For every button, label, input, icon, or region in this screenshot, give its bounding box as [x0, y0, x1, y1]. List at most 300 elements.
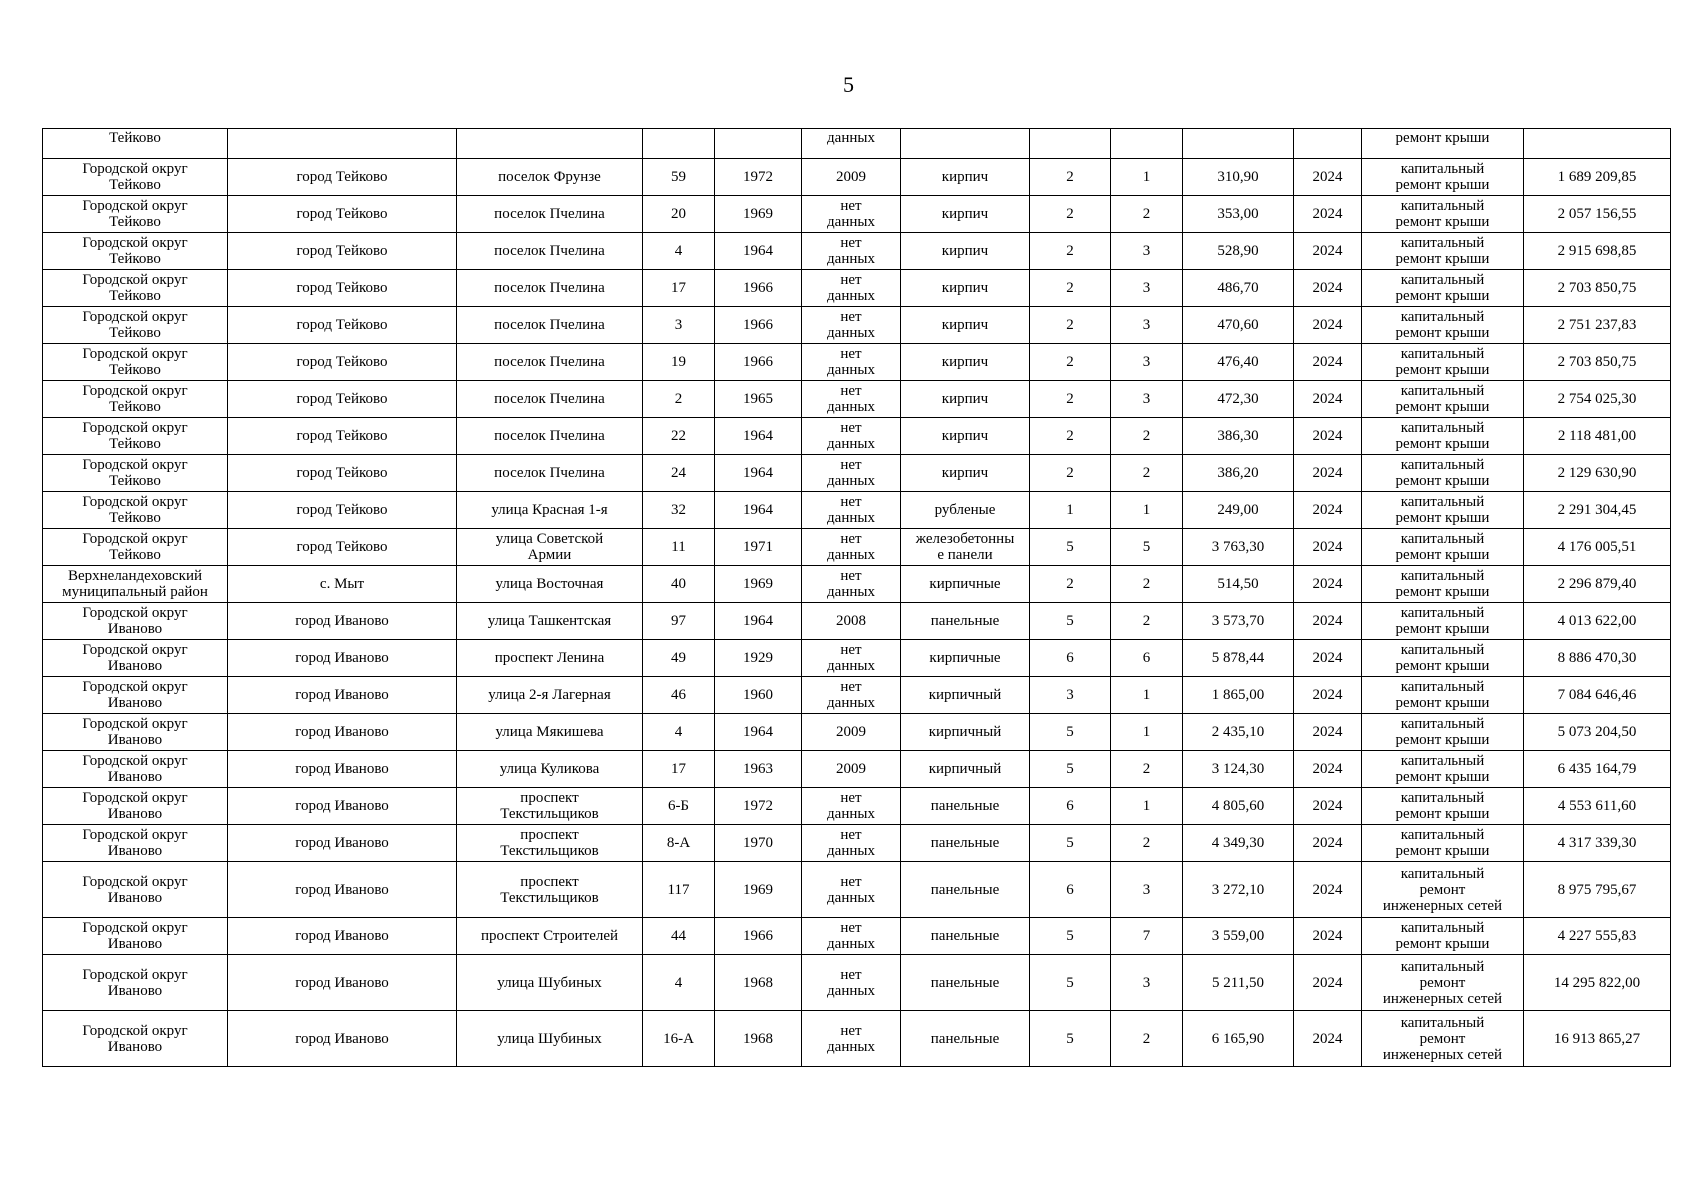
cell-area: 3 573,70	[1183, 603, 1294, 640]
cell-planned-year: 2024	[1294, 492, 1362, 529]
cell-cost: 2 296 879,40	[1524, 566, 1671, 603]
cell-entrances	[1111, 129, 1183, 159]
cell-planned-year: 2024	[1294, 233, 1362, 270]
cell-settlement: город Иваново	[228, 862, 457, 918]
table-row	[43, 270, 1671, 307]
cell-planned-year: 2024	[1294, 196, 1362, 233]
cell-house-number: 4	[643, 955, 715, 1011]
cell-municipality: Городской округ Иваново	[43, 825, 228, 862]
cell-repair-type: капитальный ремонт инженерных сетей	[1362, 862, 1524, 918]
cell-year-built: 1968	[715, 955, 802, 1011]
cell-wall-material: панельные	[901, 825, 1030, 862]
cell-year-built: 1965	[715, 381, 802, 418]
cell-year-built: 1972	[715, 159, 802, 196]
cell-year-built: 1966	[715, 918, 802, 955]
cell-planned-year: 2024	[1294, 381, 1362, 418]
table-row	[43, 233, 1671, 270]
cell-wall-material: панельные	[901, 862, 1030, 918]
cell-last-repair-year: нет данных	[802, 492, 901, 529]
cell-municipality: Городской округ Тейково	[43, 159, 228, 196]
table-row-continuation	[43, 129, 1671, 159]
cell-cost: 2 118 481,00	[1524, 418, 1671, 455]
cell-area: 2 435,10	[1183, 714, 1294, 751]
cell-floors: 6	[1030, 788, 1111, 825]
cell-settlement: город Иваново	[228, 825, 457, 862]
cell-planned-year: 2024	[1294, 788, 1362, 825]
cell-cost: 2 703 850,75	[1524, 270, 1671, 307]
cell-house-number: 2	[643, 381, 715, 418]
cell-street: поселок Фрунзе	[457, 159, 643, 196]
table-row	[43, 566, 1671, 603]
cell-cost: 1 689 209,85	[1524, 159, 1671, 196]
cell-cost: 4 227 555,83	[1524, 918, 1671, 955]
cell-repair-type: капитальный ремонт крыши	[1362, 270, 1524, 307]
cell-repair-type: капитальный ремонт крыши	[1362, 529, 1524, 566]
table-row	[43, 677, 1671, 714]
cell-cost	[1524, 129, 1671, 159]
cell-municipality: Городской округ Иваново	[43, 862, 228, 918]
cell-wall-material: кирпич	[901, 196, 1030, 233]
cell-entrances: 2	[1111, 418, 1183, 455]
cell-year-built: 1972	[715, 788, 802, 825]
cell-floors: 5	[1030, 955, 1111, 1011]
cell-repair-type: капитальный ремонт крыши	[1362, 603, 1524, 640]
cell-area: 386,30	[1183, 418, 1294, 455]
cell-planned-year: 2024	[1294, 918, 1362, 955]
cell-year-built: 1964	[715, 455, 802, 492]
cell-municipality: Городской округ Иваново	[43, 955, 228, 1011]
cell-planned-year: 2024	[1294, 640, 1362, 677]
cell-area: 310,90	[1183, 159, 1294, 196]
cell-floors: 2	[1030, 270, 1111, 307]
cell-municipality: Городской округ Тейково	[43, 455, 228, 492]
cell-last-repair-year: 2009	[802, 714, 901, 751]
page-number: 5	[843, 72, 854, 97]
cell-entrances: 3	[1111, 862, 1183, 918]
cell-last-repair-year: нет данных	[802, 955, 901, 1011]
cell-year-built	[715, 129, 802, 159]
cell-municipality: Городской округ Иваново	[43, 918, 228, 955]
cell-cost: 2 754 025,30	[1524, 381, 1671, 418]
cell-wall-material: железобетонны е панели	[901, 529, 1030, 566]
cell-area: 386,20	[1183, 455, 1294, 492]
cell-settlement: город Тейково	[228, 233, 457, 270]
cell-year-built: 1968	[715, 1011, 802, 1067]
cell-planned-year: 2024	[1294, 677, 1362, 714]
cell-repair-type: капитальный ремонт крыши	[1362, 344, 1524, 381]
cell-house-number: 32	[643, 492, 715, 529]
cell-repair-type: капитальный ремонт крыши	[1362, 677, 1524, 714]
cell-wall-material: кирпич	[901, 381, 1030, 418]
cell-municipality: Тейково	[43, 129, 228, 159]
table-row	[43, 640, 1671, 677]
cell-cost: 2 751 237,83	[1524, 307, 1671, 344]
cell-area: 5 211,50	[1183, 955, 1294, 1011]
cell-planned-year: 2024	[1294, 955, 1362, 1011]
cell-wall-material: кирпич	[901, 159, 1030, 196]
cell-area: 3 763,30	[1183, 529, 1294, 566]
cell-entrances: 1	[1111, 159, 1183, 196]
cell-municipality: Городской округ Тейково	[43, 233, 228, 270]
cell-settlement	[228, 129, 457, 159]
cell-year-built: 1929	[715, 640, 802, 677]
table-row	[43, 825, 1671, 862]
cell-entrances: 3	[1111, 955, 1183, 1011]
cell-house-number: 19	[643, 344, 715, 381]
cell-year-built: 1964	[715, 714, 802, 751]
cell-last-repair-year: 2009	[802, 159, 901, 196]
cell-settlement: город Тейково	[228, 196, 457, 233]
cell-floors: 5	[1030, 1011, 1111, 1067]
cell-street: улица Куликова	[457, 751, 643, 788]
cell-year-built: 1969	[715, 566, 802, 603]
cell-house-number: 49	[643, 640, 715, 677]
cell-street: проспект Текстильщиков	[457, 825, 643, 862]
cell-floors: 2	[1030, 344, 1111, 381]
cell-house-number: 24	[643, 455, 715, 492]
cell-planned-year	[1294, 129, 1362, 159]
cell-year-built: 1971	[715, 529, 802, 566]
cell-wall-material: рубленые	[901, 492, 1030, 529]
cell-wall-material: кирпич	[901, 418, 1030, 455]
cell-cost: 4 013 622,00	[1524, 603, 1671, 640]
table-row	[43, 603, 1671, 640]
cell-entrances: 2	[1111, 1011, 1183, 1067]
cell-year-built: 1960	[715, 677, 802, 714]
cell-municipality: Городской округ Иваново	[43, 603, 228, 640]
cell-last-repair-year: нет данных	[802, 270, 901, 307]
cell-settlement: город Тейково	[228, 492, 457, 529]
cell-cost: 7 084 646,46	[1524, 677, 1671, 714]
cell-repair-type: капитальный ремонт крыши	[1362, 825, 1524, 862]
cell-last-repair-year: нет данных	[802, 788, 901, 825]
cell-house-number: 22	[643, 418, 715, 455]
cell-house-number: 17	[643, 751, 715, 788]
cell-settlement: город Иваново	[228, 918, 457, 955]
cell-municipality: Городской округ Тейково	[43, 418, 228, 455]
cell-area: 249,00	[1183, 492, 1294, 529]
table-row	[43, 714, 1671, 751]
cell-wall-material: кирпич	[901, 344, 1030, 381]
table-body	[43, 129, 1671, 1067]
cell-street: поселок Пчелина	[457, 381, 643, 418]
cell-house-number: 4	[643, 714, 715, 751]
cell-last-repair-year: нет данных	[802, 381, 901, 418]
cell-entrances: 2	[1111, 196, 1183, 233]
cell-year-built: 1966	[715, 307, 802, 344]
cell-planned-year: 2024	[1294, 455, 1362, 492]
cell-floors: 5	[1030, 751, 1111, 788]
cell-planned-year: 2024	[1294, 714, 1362, 751]
cell-area: 6 165,90	[1183, 1011, 1294, 1067]
cell-municipality: Верхнеландеховский муниципальный район	[43, 566, 228, 603]
cell-entrances: 1	[1111, 492, 1183, 529]
cell-house-number: 20	[643, 196, 715, 233]
cell-house-number	[643, 129, 715, 159]
cell-municipality: Городской округ Иваново	[43, 751, 228, 788]
cell-entrances: 2	[1111, 455, 1183, 492]
cell-entrances: 6	[1111, 640, 1183, 677]
cell-house-number: 17	[643, 270, 715, 307]
cell-last-repair-year: нет данных	[802, 344, 901, 381]
cell-municipality: Городской округ Тейково	[43, 196, 228, 233]
cell-repair-type: капитальный ремонт крыши	[1362, 159, 1524, 196]
cell-last-repair-year: нет данных	[802, 529, 901, 566]
cell-floors: 2	[1030, 566, 1111, 603]
cell-cost: 2 915 698,85	[1524, 233, 1671, 270]
cell-entrances: 2	[1111, 751, 1183, 788]
cell-cost: 6 435 164,79	[1524, 751, 1671, 788]
cell-house-number: 44	[643, 918, 715, 955]
cell-repair-type: капитальный ремонт крыши	[1362, 418, 1524, 455]
cell-repair-type: ремонт крыши	[1362, 129, 1524, 159]
cell-wall-material: панельные	[901, 918, 1030, 955]
cell-year-built: 1964	[715, 418, 802, 455]
cell-planned-year: 2024	[1294, 418, 1362, 455]
table-row	[43, 455, 1671, 492]
cell-last-repair-year: нет данных	[802, 455, 901, 492]
cell-municipality: Городской округ Тейково	[43, 307, 228, 344]
cell-repair-type: капитальный ремонт крыши	[1362, 918, 1524, 955]
cell-settlement: город Иваново	[228, 1011, 457, 1067]
cell-municipality: Городской округ Иваново	[43, 788, 228, 825]
cell-settlement: с. Мыт	[228, 566, 457, 603]
cell-last-repair-year: нет данных	[802, 862, 901, 918]
cell-area: 4 349,30	[1183, 825, 1294, 862]
cell-year-built: 1969	[715, 862, 802, 918]
cell-planned-year: 2024	[1294, 1011, 1362, 1067]
cell-area: 486,70	[1183, 270, 1294, 307]
cell-street: поселок Пчелина	[457, 233, 643, 270]
cell-year-built: 1963	[715, 751, 802, 788]
cell-last-repair-year: нет данных	[802, 233, 901, 270]
cell-repair-type: капитальный ремонт крыши	[1362, 640, 1524, 677]
cell-settlement: город Иваново	[228, 788, 457, 825]
cell-floors: 2	[1030, 418, 1111, 455]
cell-settlement: город Тейково	[228, 159, 457, 196]
cell-area: 3 124,30	[1183, 751, 1294, 788]
cell-floors: 3	[1030, 677, 1111, 714]
table-row	[43, 344, 1671, 381]
cell-settlement: город Иваново	[228, 751, 457, 788]
table-row	[43, 862, 1671, 918]
cell-cost: 8 975 795,67	[1524, 862, 1671, 918]
cell-planned-year: 2024	[1294, 344, 1362, 381]
cell-street: поселок Пчелина	[457, 307, 643, 344]
cell-municipality: Городской округ Тейково	[43, 492, 228, 529]
table-row	[43, 529, 1671, 566]
cell-area: 3 272,10	[1183, 862, 1294, 918]
cell-entrances: 5	[1111, 529, 1183, 566]
cell-planned-year: 2024	[1294, 751, 1362, 788]
table-row	[43, 492, 1671, 529]
cell-settlement: город Тейково	[228, 418, 457, 455]
cell-wall-material: кирпич	[901, 455, 1030, 492]
cell-area	[1183, 129, 1294, 159]
cell-area: 472,30	[1183, 381, 1294, 418]
cell-house-number: 117	[643, 862, 715, 918]
table-row	[43, 788, 1671, 825]
table-row	[43, 918, 1671, 955]
cell-cost: 5 073 204,50	[1524, 714, 1671, 751]
cell-last-repair-year: 2008	[802, 603, 901, 640]
cell-planned-year: 2024	[1294, 159, 1362, 196]
cell-repair-type: капитальный ремонт крыши	[1362, 233, 1524, 270]
cell-wall-material	[901, 129, 1030, 159]
cell-cost: 4 317 339,30	[1524, 825, 1671, 862]
cell-planned-year: 2024	[1294, 566, 1362, 603]
cell-settlement: город Иваново	[228, 714, 457, 751]
cell-wall-material: кирпич	[901, 233, 1030, 270]
cell-year-built: 1966	[715, 344, 802, 381]
cell-last-repair-year: нет данных	[802, 566, 901, 603]
cell-planned-year: 2024	[1294, 307, 1362, 344]
cell-last-repair-year: нет данных	[802, 640, 901, 677]
cell-municipality: Городской округ Тейково	[43, 381, 228, 418]
cell-entrances: 1	[1111, 714, 1183, 751]
cell-cost: 16 913 865,27	[1524, 1011, 1671, 1067]
cell-last-repair-year: нет данных	[802, 418, 901, 455]
cell-cost: 14 295 822,00	[1524, 955, 1671, 1011]
cell-house-number: 3	[643, 307, 715, 344]
cell-year-built: 1970	[715, 825, 802, 862]
cell-settlement: город Тейково	[228, 529, 457, 566]
table-row	[43, 381, 1671, 418]
cell-area: 5 878,44	[1183, 640, 1294, 677]
cell-settlement: город Иваново	[228, 603, 457, 640]
cell-area: 476,40	[1183, 344, 1294, 381]
cell-floors: 2	[1030, 381, 1111, 418]
cell-wall-material: кирпичный	[901, 677, 1030, 714]
cell-settlement: город Иваново	[228, 677, 457, 714]
cell-wall-material: кирпичные	[901, 640, 1030, 677]
cell-planned-year: 2024	[1294, 529, 1362, 566]
cell-municipality: Городской округ Тейково	[43, 270, 228, 307]
cell-municipality: Городской округ Иваново	[43, 677, 228, 714]
cell-street: поселок Пчелина	[457, 455, 643, 492]
cell-settlement: город Иваново	[228, 640, 457, 677]
cell-entrances: 2	[1111, 566, 1183, 603]
cell-year-built: 1964	[715, 233, 802, 270]
cell-wall-material: кирпич	[901, 307, 1030, 344]
cell-settlement: город Тейково	[228, 344, 457, 381]
table-row	[43, 751, 1671, 788]
cell-area: 3 559,00	[1183, 918, 1294, 955]
cell-floors: 2	[1030, 159, 1111, 196]
cell-last-repair-year: нет данных	[802, 307, 901, 344]
cell-entrances: 3	[1111, 307, 1183, 344]
cell-street: улица Шубиных	[457, 1011, 643, 1067]
cell-cost: 2 129 630,90	[1524, 455, 1671, 492]
cell-street: улица 2-я Лагерная	[457, 677, 643, 714]
cell-entrances: 7	[1111, 918, 1183, 955]
cell-repair-type: капитальный ремонт крыши	[1362, 492, 1524, 529]
cell-wall-material: панельные	[901, 603, 1030, 640]
cell-cost: 8 886 470,30	[1524, 640, 1671, 677]
cell-wall-material: кирпич	[901, 270, 1030, 307]
table-row	[43, 159, 1671, 196]
cell-repair-type: капитальный ремонт крыши	[1362, 196, 1524, 233]
repair-program-table	[42, 128, 1671, 1067]
cell-municipality: Городской округ Тейково	[43, 529, 228, 566]
cell-entrances: 3	[1111, 344, 1183, 381]
cell-year-built: 1964	[715, 603, 802, 640]
cell-street: проспект Текстильщиков	[457, 862, 643, 918]
cell-repair-type: капитальный ремонт крыши	[1362, 455, 1524, 492]
cell-repair-type: капитальный ремонт крыши	[1362, 714, 1524, 751]
cell-last-repair-year: 2009	[802, 751, 901, 788]
cell-planned-year: 2024	[1294, 270, 1362, 307]
cell-last-repair-year: нет данных	[802, 677, 901, 714]
cell-house-number: 97	[643, 603, 715, 640]
cell-year-built: 1969	[715, 196, 802, 233]
cell-planned-year: 2024	[1294, 825, 1362, 862]
cell-area: 528,90	[1183, 233, 1294, 270]
table-row	[43, 418, 1671, 455]
cell-repair-type: капитальный ремонт инженерных сетей	[1362, 1011, 1524, 1067]
cell-entrances: 1	[1111, 677, 1183, 714]
cell-wall-material: кирпичный	[901, 714, 1030, 751]
table-row	[43, 196, 1671, 233]
cell-street: поселок Пчелина	[457, 270, 643, 307]
cell-settlement: город Иваново	[228, 955, 457, 1011]
cell-wall-material: кирпичный	[901, 751, 1030, 788]
cell-cost: 2 057 156,55	[1524, 196, 1671, 233]
cell-wall-material: кирпичные	[901, 566, 1030, 603]
cell-street: проспект Строителей	[457, 918, 643, 955]
cell-planned-year: 2024	[1294, 603, 1362, 640]
cell-cost: 4 176 005,51	[1524, 529, 1671, 566]
cell-street: проспект Ленина	[457, 640, 643, 677]
table-row	[43, 307, 1671, 344]
cell-entrances: 2	[1111, 603, 1183, 640]
cell-repair-type: капитальный ремонт крыши	[1362, 788, 1524, 825]
cell-house-number: 8-А	[643, 825, 715, 862]
cell-street: улица Ташкентская	[457, 603, 643, 640]
cell-floors: 5	[1030, 918, 1111, 955]
cell-street: поселок Пчелина	[457, 418, 643, 455]
cell-entrances: 3	[1111, 270, 1183, 307]
cell-entrances: 1	[1111, 788, 1183, 825]
cell-cost: 2 291 304,45	[1524, 492, 1671, 529]
cell-floors: 2	[1030, 196, 1111, 233]
cell-repair-type: капитальный ремонт крыши	[1362, 307, 1524, 344]
cell-wall-material: панельные	[901, 1011, 1030, 1067]
cell-floors: 5	[1030, 714, 1111, 751]
cell-floors: 5	[1030, 603, 1111, 640]
cell-street: улица Восточная	[457, 566, 643, 603]
cell-settlement: город Тейково	[228, 307, 457, 344]
table-row	[43, 1011, 1671, 1067]
cell-cost: 2 703 850,75	[1524, 344, 1671, 381]
cell-floors: 6	[1030, 862, 1111, 918]
cell-street: улица Мякишева	[457, 714, 643, 751]
cell-area: 470,60	[1183, 307, 1294, 344]
cell-last-repair-year: нет данных	[802, 918, 901, 955]
cell-wall-material: панельные	[901, 788, 1030, 825]
cell-house-number: 46	[643, 677, 715, 714]
cell-municipality: Городской округ Иваново	[43, 714, 228, 751]
cell-street: улица Советской Армии	[457, 529, 643, 566]
cell-entrances: 3	[1111, 381, 1183, 418]
cell-area: 514,50	[1183, 566, 1294, 603]
cell-municipality: Городской округ Тейково	[43, 344, 228, 381]
cell-house-number: 11	[643, 529, 715, 566]
cell-street: проспект Текстильщиков	[457, 788, 643, 825]
cell-repair-type: капитальный ремонт крыши	[1362, 381, 1524, 418]
cell-last-repair-year: данных	[802, 129, 901, 159]
cell-street: улица Шубиных	[457, 955, 643, 1011]
